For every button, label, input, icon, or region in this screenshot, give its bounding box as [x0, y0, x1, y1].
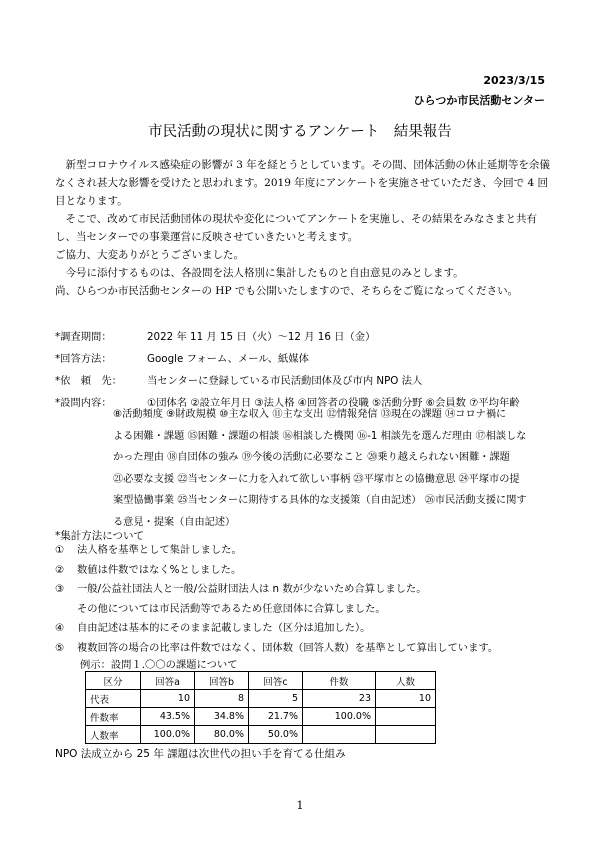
aggregation-rule-continued [55, 600, 565, 620]
aggregation-heading: *集計方法について [55, 530, 145, 542]
survey-target: 当センターに登録している市民活動団体及び市内 NPO 法人 [147, 375, 423, 387]
rule-number: ① [55, 544, 65, 556]
survey-period-label: *調査期間： [55, 331, 112, 343]
table-cell: 10 [141, 690, 195, 708]
survey-items-line: 案型協働事業 ㉕当センターに期待する具体的な支援策（自由記述） ㉖市民活動支援に関す [113, 495, 527, 506]
table-header-cell: 人数 [376, 672, 436, 690]
report-date: 2023/3/15 [483, 74, 545, 87]
rule-number: ③ [55, 583, 65, 596]
table-cell: 人数率 [86, 726, 141, 744]
intro-paragraph: 新型コロナウイルス感染症の影響が 3 年を経とうとしています。その間、団体活動の休止延期等を余儀なくされ甚大な影響を受けたと思われます。2019 年度にアンケートを実施させていただき、今回で 4 回目となります。 [55, 159, 550, 207]
survey-period: 2022 年 11 月 15 日（火）～12 月 16 日（金） [147, 331, 376, 343]
table-cell: 34.8% [195, 708, 249, 726]
rule-text: 数値は件数ではなく%としました。 [77, 563, 242, 576]
table-cell: 5 [249, 690, 303, 708]
survey-items-line: ⑧活動頻度 ⑨財政規模 ⑩主な収入 ⑪主な支出 ⑫情報発信 ⑬現在の課題 ⑭コロナ禍に [113, 409, 507, 420]
table-cell: 件数率 [86, 708, 141, 726]
aggregation-rule [55, 541, 565, 561]
organization-name: ひらつか市民活動センター [413, 94, 545, 107]
survey-target-row [55, 370, 555, 392]
table-row [86, 690, 436, 708]
table-header-cell: 件数 [303, 672, 376, 690]
aggregation-rule [55, 619, 565, 639]
table-row [86, 708, 436, 726]
table-cell: 21.7% [249, 708, 303, 726]
table-cell: 代表 [86, 690, 141, 708]
closing-text: NPO 法成立から 25 年 課題は次世代の担い手を育てる仕組み [55, 748, 346, 760]
table-header-cell: 回答c [249, 672, 303, 690]
table-cell [376, 708, 436, 726]
rule-text: 一般/公益社団法人と一般/公益財団法人は n 数が少ないため合算しました。 [77, 583, 427, 596]
table-header-cell: 区分 [86, 672, 141, 690]
intro-paragraph: そこで、改めて市民活動団体の現状や変化についてアンケートを実施し、その結果をみなさまと共有し、当センターでの事業運営に反映させていきたいと考えます。 [55, 213, 537, 243]
aggregation-rule [55, 561, 565, 581]
survey-method: Google フォーム、メール、紙媒体 [147, 353, 309, 365]
survey-period-row [55, 326, 555, 348]
table-header-cell: 回答a [141, 672, 195, 690]
rule-text: 自由記述は基本的にそのまま記載しました（区分は追加した）。 [77, 622, 371, 635]
intro-paragraph: 尚、ひらつか市民活動センターの HP でも公開いたしますので、そちらをご覧になってください。 [55, 285, 519, 297]
aggregation-rules [55, 541, 565, 659]
survey-info [55, 326, 555, 414]
survey-items-label: *設問内容： [55, 397, 112, 409]
example-table [85, 671, 436, 744]
survey-method-label: *回答方法： [55, 353, 112, 365]
table-cell: 100.0% [303, 708, 376, 726]
aggregation-rule [55, 580, 565, 600]
rule-number: ② [55, 563, 65, 576]
rule-text: 法人格を基準として集計しました。 [77, 544, 242, 556]
table-cell: 50.0% [249, 726, 303, 744]
intro-paragraph: ご協力、大変ありがとうございました。 [55, 249, 244, 261]
table-cell [303, 726, 376, 744]
rule-number: ⑤ [55, 641, 65, 654]
survey-items-line: ㉑必要な支援 ㉒当センターに力を入れて欲しい事柄 ㉓平塚市との協働意思 ㉔平塚市の提 [113, 473, 520, 485]
survey-target-label: *依 頼 先： [55, 375, 122, 387]
example-label: 例示：設問１.〇〇の課題について [80, 659, 238, 671]
table-cell: 80.0% [195, 726, 249, 744]
table-cell: 23 [303, 690, 376, 708]
page-title: 市民活動の現状に関するアンケート 結果報告 [148, 124, 452, 140]
table-cell: 100.0% [141, 726, 195, 744]
table-cell: 8 [195, 690, 249, 708]
rule-number: ④ [55, 622, 65, 635]
survey-items-continued [113, 404, 568, 533]
intro-text [55, 156, 555, 300]
survey-items-line: かった理由 ⑱自団体の強み ⑲今後の活動に必要なこと ⑳乗り越えられない困難・課題 [113, 452, 510, 463]
table-cell: 43.5% [141, 708, 195, 726]
rule-text: その他については市民活動等であるため任意団体に合算しました。 [77, 602, 386, 615]
survey-items-line: る意見・提案（自由記述） [113, 516, 236, 528]
survey-method-row [55, 348, 555, 370]
table-cell: 10 [376, 690, 436, 708]
intro-paragraph: 今号に添付するものは、各設問を法人格別に集計したものと自由意見のみとします。 [55, 267, 464, 279]
page-number: 1 [296, 799, 304, 812]
survey-items-line: よる困難・課題 ⑮困難・課題の相談 ⑯相談した機関 ⑯-1 相談先を選んだ理由 ⑰相談しな [113, 430, 527, 442]
survey-items-line: ①団体名 ②設立年月日 ③法人格 ④回答者の役職 ⑤活動分野 ⑥会員数 ⑦平均年齢 [147, 397, 520, 409]
table-cell [376, 726, 436, 744]
table-row [86, 726, 436, 744]
rule-text: 複数回答の場合の比率は件数ではなく、団体数（回答人数）を基準として算出しています。 [77, 641, 499, 654]
table-header-cell: 回答b [195, 672, 249, 690]
table-header-row [86, 672, 436, 690]
